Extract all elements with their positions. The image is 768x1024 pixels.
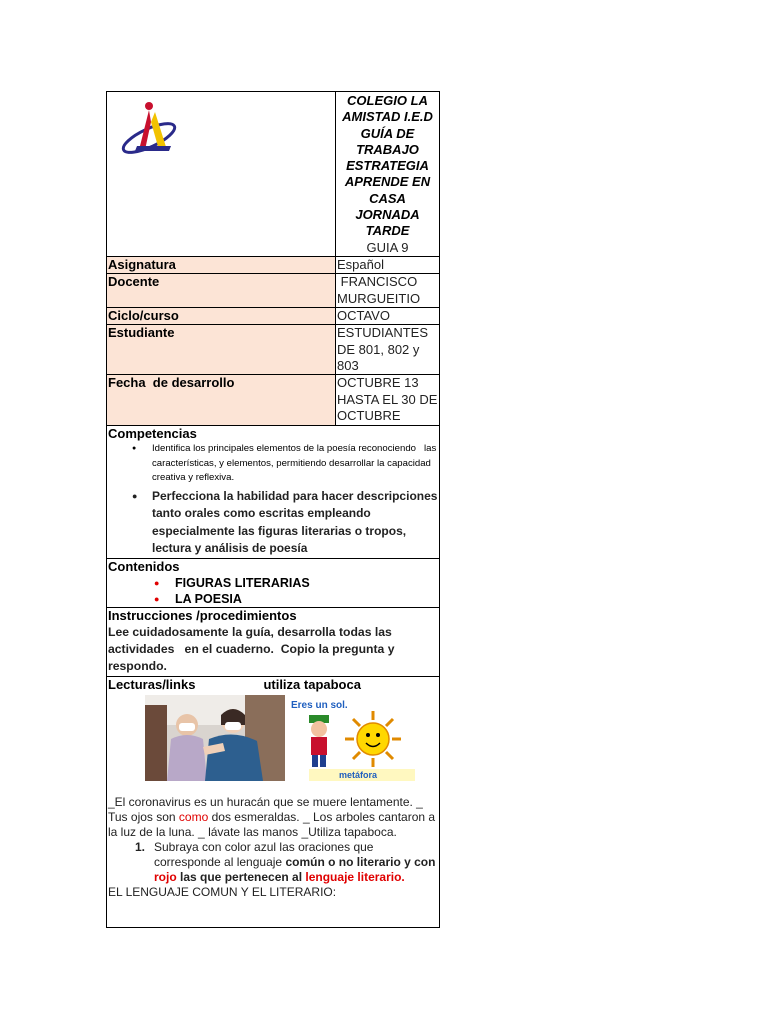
title-line: AMISTAD I.E.D — [342, 109, 433, 125]
title-line: APRENDE EN — [344, 174, 431, 190]
fecha-label: Fecha de desarrollo — [107, 375, 336, 425]
competencias-cell — [107, 426, 439, 558]
contenidos-list — [108, 575, 439, 607]
metaphor-image — [285, 695, 415, 781]
docente-value: FRANCISCO MURGUEITIO — [337, 274, 421, 306]
activity-item — [108, 840, 439, 885]
activity-red-word: rojo — [154, 870, 177, 884]
example-sentences — [108, 795, 439, 840]
lecturas-header — [108, 677, 439, 693]
title-cell — [336, 92, 439, 256]
sentences-part: dos esmeraldas. _ Los arboles cantaron a la luz de la luna. _ lávate las manos _Utiliza tapaboca. — [108, 810, 436, 839]
logo-cell — [107, 92, 336, 256]
competencias-list-small — [108, 442, 439, 486]
instrucciones-title: Instrucciones /procedimientos — [108, 608, 297, 623]
title-line: TRABAJO — [356, 141, 419, 157]
title-line: GUÍA DE — [360, 125, 415, 141]
row-contenidos — [107, 559, 439, 608]
title-line: ESTRATEGIA — [346, 158, 429, 174]
sentences-part: _El coronavirus es un huracán que se muere lentamente. _ Tus ojos son — [108, 795, 423, 824]
contenidos-cell — [107, 559, 439, 607]
estudiante-label: Estudiante — [107, 325, 336, 374]
sentences-highlight: como — [178, 810, 209, 824]
estudiante-value: ESTUDIANTES DE 801, 802 y 803 — [337, 325, 429, 373]
ciclo-label: Ciclo/curso — [107, 308, 336, 324]
row-docente — [107, 274, 439, 308]
competencias-list — [108, 488, 439, 558]
title-line: COLEGIO LA — [347, 93, 428, 108]
activity-part-bold: común o no literario y con — [285, 855, 436, 869]
competencias-title: Competencias — [108, 426, 197, 441]
school-title — [336, 92, 439, 240]
asignatura-label: Asignatura — [107, 257, 336, 273]
row-ciclo — [107, 308, 439, 325]
instrucciones-cell — [107, 608, 439, 676]
activity-part-bold: las que pertenecen al — [176, 870, 306, 884]
instrucciones-text: Lee cuidadosamente la guía, desarrolla todas las actividades en el cuaderno. Copio la pregunta y respondo. — [108, 625, 398, 673]
asignatura-value: Español — [337, 257, 384, 272]
metaphor-illustration — [285, 695, 415, 781]
activity-number: 1. — [134, 840, 145, 854]
fecha-value: OCTUBRE 13 HASTA EL 30 DE OCTUBRE — [337, 375, 438, 423]
row-estudiante — [107, 325, 439, 375]
lecturas-title: Lecturas/links — [108, 677, 196, 692]
competencia-item: ● Identifica los principales elementos de la poesía reconociendo las características, y elementos, permitiendo desarrollar la capacidad creativa y reflexiva. — [108, 442, 439, 486]
metaphor-title-text: Eres un sol. — [291, 700, 348, 711]
contenido-item: ● FIGURAS LITERARIAS — [108, 575, 439, 591]
row-competencias — [107, 426, 439, 559]
title-line: CASA — [369, 190, 406, 206]
header-row — [107, 92, 439, 257]
lecturas-caption: utiliza tapaboca — [263, 677, 361, 692]
title-line: TARDE — [365, 223, 410, 239]
activity-red-phrase: lenguaje literario. — [305, 870, 405, 884]
activity-part: Subraya con color azul las oraciones que corresponde al lenguaje — [154, 840, 374, 869]
lecturas-cell — [107, 677, 439, 927]
ciclo-value: OCTAVO — [337, 308, 390, 323]
contenidos-title: Contenidos — [108, 559, 180, 574]
metaphor-caption-text: metáfora — [339, 770, 378, 780]
title-line: JORNADA — [355, 207, 420, 223]
row-fecha — [107, 375, 439, 426]
contenido-item: ● LA POESIA — [108, 591, 439, 607]
row-lecturas — [107, 677, 439, 927]
row-asignatura — [107, 257, 439, 274]
row-instrucciones — [107, 608, 439, 677]
school-logo — [119, 100, 189, 160]
guide-table — [106, 91, 440, 928]
guide-number: GUIA 9 — [366, 239, 409, 255]
activity-text — [154, 840, 439, 885]
mask-photo-illustration — [145, 695, 285, 781]
mask-photo — [145, 695, 285, 781]
docente-label: Docente — [107, 274, 336, 307]
lecturas-images — [145, 695, 439, 781]
competencia-item: ● Perfecciona la habilidad para hacer descripciones tanto orales como escritas empleando especialmente las figuras literarias o tropos, lectura y análisis de poesía — [108, 488, 439, 558]
section-footer: EL LENGUAJE COMUN Y EL LITERARIO: — [108, 885, 337, 899]
